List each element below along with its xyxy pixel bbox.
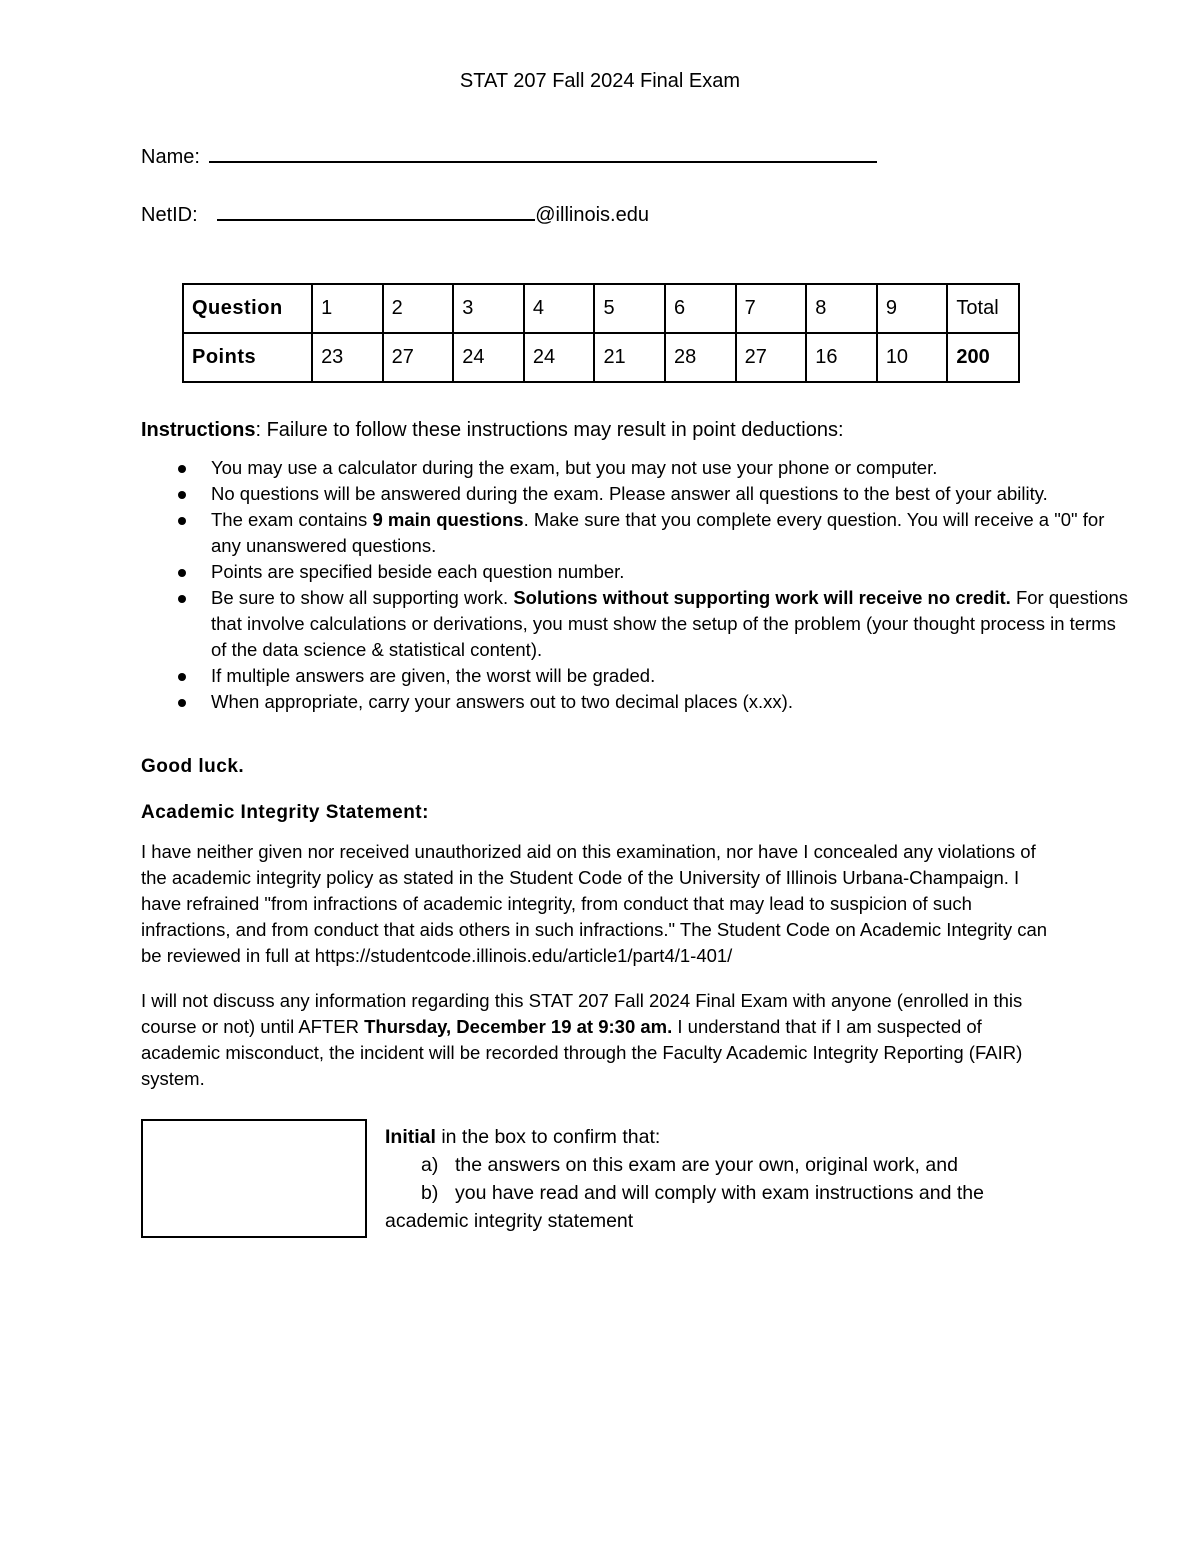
name-blank[interactable] xyxy=(209,143,877,163)
question-cell: 5 xyxy=(594,284,665,333)
paragraph-text: I will not discuss any information regarding this STAT 207 Fall 2024 Final Exam with anyone (enrolled in this course or not) until AFTER xyxy=(141,990,1023,1037)
points-table xyxy=(182,283,1020,383)
netid-suffix: @illinois.edu xyxy=(535,204,649,226)
initial-bold: Initial xyxy=(385,1126,436,1148)
netid-blank[interactable] xyxy=(217,201,535,221)
instructions-list xyxy=(141,455,1131,715)
list-item xyxy=(385,1179,1065,1207)
question-cell: 4 xyxy=(524,284,595,333)
bullet-text: When appropriate, carry your answers out to two decimal places (x.xx). xyxy=(211,691,793,712)
instructions-label: Instructions xyxy=(141,419,256,441)
question-cell: 6 xyxy=(665,284,736,333)
points-header: Points xyxy=(183,333,312,382)
bullet-text: Be sure to show all supporting work. xyxy=(211,587,514,608)
bullet-text: No questions will be answered during the exam. Please answer all questions to the best of your ability. xyxy=(211,483,1048,504)
name-label: Name: xyxy=(141,146,200,168)
list-item xyxy=(385,1151,1065,1179)
list-item xyxy=(211,689,1131,715)
instructions-heading xyxy=(141,419,844,442)
name-field xyxy=(141,143,877,169)
bullet-text: Points are specified beside each question number. xyxy=(211,561,625,582)
item-text: the answers on this exam are your own, original work, and xyxy=(455,1154,958,1176)
points-cell: 28 xyxy=(665,333,736,382)
bullet-text: . Make sure that you complete every question. You will receive a "0" for any unanswered questions. xyxy=(211,509,1105,556)
question-cell: 2 xyxy=(383,284,454,333)
points-cell: 10 xyxy=(877,333,948,382)
netid-field xyxy=(141,201,649,227)
page-title: STAT 207 Fall 2024 Final Exam xyxy=(459,70,741,92)
initials-box[interactable] xyxy=(141,1119,367,1238)
total-header: Total xyxy=(947,284,1019,333)
points-cell: 24 xyxy=(524,333,595,382)
bullet-text: You may use a calculator during the exam, but you may not use your phone or computer. xyxy=(211,457,938,478)
deadline-text: Thursday, December 19 at 9:30 am. xyxy=(364,1016,673,1037)
question-cell: 1 xyxy=(312,284,383,333)
list-item xyxy=(211,663,1131,689)
question-cell: 9 xyxy=(877,284,948,333)
question-header: Question xyxy=(183,284,312,333)
points-cell: 27 xyxy=(736,333,807,382)
total-points: 200 xyxy=(947,333,1019,382)
question-cell: 7 xyxy=(736,284,807,333)
item-label: b) xyxy=(421,1182,439,1204)
points-row xyxy=(183,333,1019,382)
netid-label: NetID: xyxy=(141,204,198,226)
question-cell: 8 xyxy=(806,284,877,333)
points-cell: 24 xyxy=(453,333,524,382)
list-item xyxy=(211,481,1131,507)
integrity-paragraph-2 xyxy=(141,988,1061,1092)
points-cell: 21 xyxy=(594,333,665,382)
item-continuation: academic integrity statement xyxy=(385,1210,634,1232)
initial-intro: in the box to confirm that: xyxy=(435,1126,661,1148)
paragraph-text: I understand that if I am suspected of academic misconduct, the incident will be recorded through the Faculty Academic Integrity Reporting (FAIR) system. xyxy=(141,1016,1023,1089)
points-cell: 16 xyxy=(806,333,877,382)
instructions-intro: : Failure to follow these instructions may result in point deductions: xyxy=(255,419,844,441)
list-item xyxy=(211,507,1131,559)
bullet-text: The exam contains xyxy=(211,509,373,530)
integrity-paragraph-1: I have neither given nor received unauthorized aid on this examination, nor have I concealed any violations of the academic integrity policy as stated in the Student Code of the University of Illinois Urbana-Champaign. I have refrained "from infractions of academic integrity, from conduct that may lead to suspicion of such infractions, and from conduct that aids others in such infractions." The Student Code on Academic Integrity can be reviewed in full at https://studentcode.illinois.edu/article1/part4/1-401/ xyxy=(141,841,1048,966)
question-cell: 3 xyxy=(453,284,524,333)
initials-instructions xyxy=(385,1123,1065,1235)
question-row xyxy=(183,284,1019,333)
list-item xyxy=(211,455,1131,481)
integrity-heading: Academic Integrity Statement: xyxy=(141,802,429,823)
bullet-bold: Solutions without supporting work will receive no credit. xyxy=(513,587,1011,608)
list-item xyxy=(211,585,1131,663)
bullet-bold: 9 main questions xyxy=(372,509,524,530)
initials-intro-line xyxy=(385,1123,1065,1151)
item-label: a) xyxy=(421,1154,439,1176)
bullet-text: For questions that involve calculations or derivations, you must show the setup of the problem (your thought process in terms of the data science & statistical content). xyxy=(211,587,1129,660)
good-luck: Good luck. xyxy=(141,756,245,777)
bullet-text: If multiple answers are given, the worst will be graded. xyxy=(211,665,656,686)
points-cell: 23 xyxy=(312,333,383,382)
list-item xyxy=(211,559,1131,585)
points-cell: 27 xyxy=(383,333,454,382)
item-text: you have read and will comply with exam instructions and the xyxy=(455,1182,984,1204)
